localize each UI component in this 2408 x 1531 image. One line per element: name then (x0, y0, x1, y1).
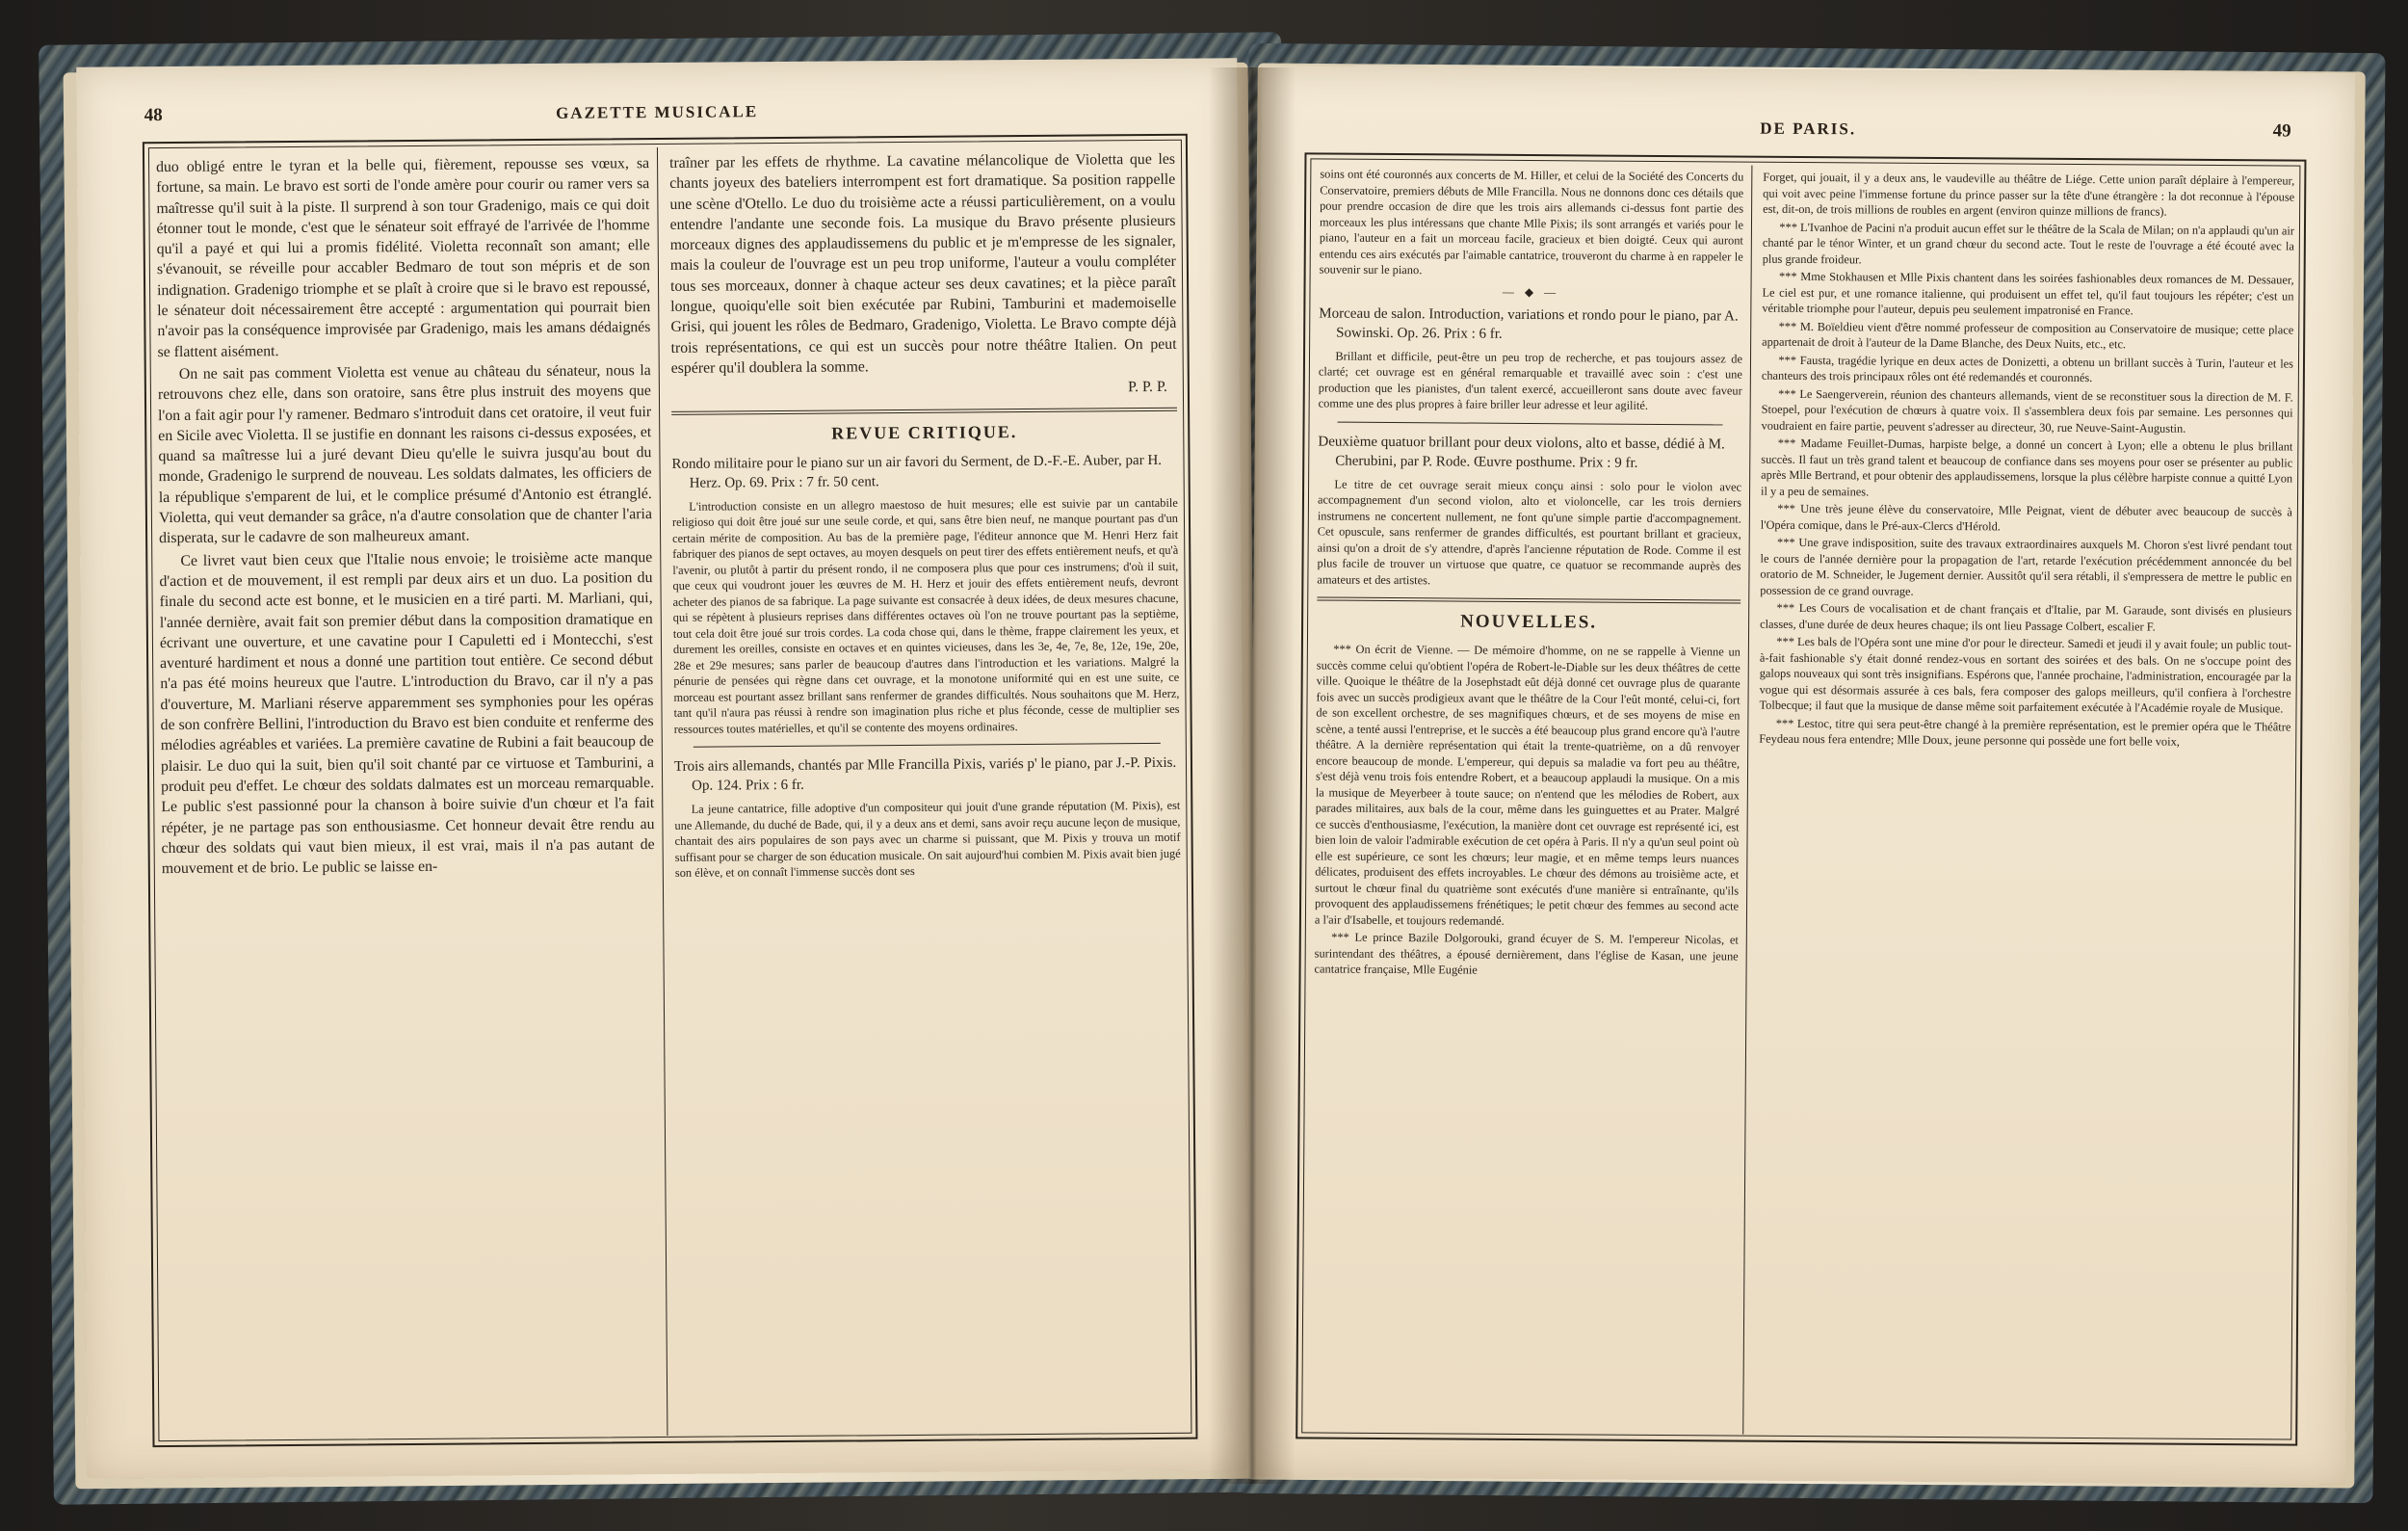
text-frame (143, 134, 1198, 1447)
news-item: *** L'Ivanhoe de Pacini n'a produit aucun effet sur le théâtre de la Scala de Milan; on n'a applaudi qu'un air chanté par le ténor Winter, et un grand chœur du second acte. Tout le reste de l'ouvrage a été écouté avec la plus grande froideur. (1762, 220, 2295, 266)
column-1 (156, 153, 659, 1434)
paragraph: Ce livret vaut bien ceux que l'Italie nous envoie; le troisième acte manque d'action et de mouvement, il est rempli par deux airs et un duo. La position du finale du second acte est bonne, et le musicien en a tiré parti. M. Marliani, qui, l'année dernière, avait fait son premier début dans la composition dramatique en écrivant une ouverture, et une cavatine pour I Capuletti ed i Montecchi, s'est aventuré hardiment et nous a donné une partition tout entière. Ce second début n'a pas été moins heureux que l'autre. L'introduction du Bravo, car il n'y a pas d'ouverture, M. Marliani réserve apparemment ses symphonies pour les opéras de son confrère Bellini, l'introduction du Bravo est bien conduite et renferme des mélodies agréables et variées. La première cavatine de Rubini a fait beaucoup de plaisir. Le duo qui la suit, bien qu'il soit chanté par ce virtuose et Tamburini, a produit peu d'effet. Le chœur des soldats dalmates est un morceau remarquable. Le public s'est passionné pour la chanson à boire suivie d'un chœur et l'a fait répéter, je ne partage pas son enthousiasme. Cet honneur devait être rendu au chœur des soldats qui vaut bien mieux, il est vrai, mais il n'a pas autant de mouvement et de brio. Le public se laisse en- (159, 548, 655, 878)
running-head: GAZETTE MUSICALE (556, 102, 759, 122)
news-item: *** Fausta, tragédie lyrique en deux actes de Donizetti, a obtenu un brillant succès à Turin, l'auteur et les chanteurs des trois principaux rôles ont été redemandés et couronnés. (1761, 353, 2294, 385)
news-item: *** Mme Stokhausen et Mlle Pixis chantent dans les soirées fashionables deux romances de M. Dessauer, Le ciel est pur, et une romance italienne, qui produisent un effet tel, qu'il faut toujours les répéter; c'est un véritable triomphe pour l'auteur, depuis peu seulement impatronisé en France. (1762, 269, 2294, 318)
paragraph: traîner par les effets de rhythme. La cavatine mélancolique de Violetta que les chants joyeux des bateliers interrompent est fort dramatique. Sa position rappelle une scène d'Otello. Le duo du troisième acte a réussi particulièrement, on a voulu entendre l'andante une seconde fois. La musique du Bravo présente plusieurs morceaux dignes des applaudissemens du public et je m'empresse de les signaler, mais la couleur de l'ouvrage est un peu trop uniforme, l'auteur a voulu compléter tous ses morceaux, donner à chaque acteur ses deux cavatines; et la pièce paraît longue, quoiqu'elle soit bien exécutée par Rubini, Tamburini et mademoiselle Grisi, qui jouent les rôles de Bedmaro, Gradenigo, Violetta. Le Bravo compte déjà trois représentations, ce qui est un succès pour notre théâtre Italien. On peut espérer qu'il doublera la somme. (669, 150, 1177, 377)
signature: P. P. P. (1127, 379, 1167, 396)
paragraph: Brillant et difficile, peut-être un peu trop de recherche, et pas toujours assez de clarté; cet ouvrage est en général remarquable et travaillé avec soin : c'est une production que les pianistes, d'un talent exercé, accueilleront sans doute avec faveur comme une des plus propres à faire briller leur adresse et leur agilité. (1318, 349, 1743, 412)
news-item: *** Une très jeune élève du conservatoire, Mlle Peignat, vient de débuter avec beaucoup de succès à l'Opéra comique, dans le Pré-aux-Clercs d'Hérold. (1760, 501, 2292, 533)
column-2 (669, 149, 1185, 1430)
news-item: *** Le prince Bazile Dolgorouki, grand écuyer de S. M. l'empereur Nicolas, et surintendant des théâtres, a épousé dernièrement, dans l'église de Kasan, une jeune cantatrice française, Mlle Eugénie (1314, 930, 1739, 977)
entry-heading: Deuxième quatuor brillant pour deux violons, alto et basse, dédié à M. Cherubini, par P. Rode. Œuvre posthume. Prix : 9 fr. (1318, 433, 1725, 471)
book-gutter-shadow (1209, 67, 1296, 1484)
paragraph: duo obligé entre le tyran et la belle qui, fièrement, repousse ses vœux, sa fortune, sa main. Le bravo est sorti de l'onde amère pour courir ou ramer vers sa maîtresse qu'il suit à la piste. Il surprend à son tour Gradenigo, mais ce qui doit étonner tout le monde, c'est que le sénateur soit effrayé de l'arrivée de l'homme qu'il a payé et qui lui a promis fidélité. Violetta reconnaît son amant; elle s'évanouit, se réveille pour accabler Bedmaro de tout son mépris et de son indignation. Gradenigo triomphe et se plaît à croire que si le bravo est repoussé, le sénateur doit nécessairement être accepté : argumentation qui pourrait bien n'avoir pas la conséquence improvisée par Gradenigo, mais les amans dédaignés se flattent aisément. (156, 155, 651, 360)
news-item: *** Les Cours de vocalisation et de chant français et d'Italie, par M. Garaude, sont divisés en plusieurs classes, d'une durée de deux heures chaque; ils ont lieu Passage Colbert, escalier F. (1760, 600, 2292, 634)
running-head: DE PARIS. (1760, 119, 1857, 139)
entry-body (674, 798, 1181, 882)
news-item: *** On écrit de Vienne. — De mémoire d'homme, on ne se rappelle à Vienne un succès comme celui qu'obtient l'opéra de Robert-le-Diable sur les deux théâtres de cette ville. Quoique le théâtre de la Josephstadt eût déjà donné cet ouvrage plus de quarante fois avec un succès prodigieux avant que le théâtre de la Cour l'eût monté, celui-ci, fort de son excellent orchestre, de ses magnifiques chœurs, et de ses moyens de mise en scène, a tenté aussi l'entreprise, et le succès a été beaucoup plus grand encore qu'à l'autre théâtre. A la dernière représentation qui était la trente-quatrième, on a dû renvoyer encore beaucoup de monde. L'empereur, qui depuis sa maladie va fort peu au théâtre, s'est déjà venu trois fois entendre Robert, et a beaucoup applaudi la musique. On a mis la musique de Meyerbeer à toute sauce; on n'entend que les mélodies de Robert, aux parades militaires, aux bals de la cour, même dans les guinguettes et au Prater. Malgré ce succès d'enthousiasme, l'exécution, la manière dont cet ouvrage est représenté ici, est bien loin de valoir l'admirable exécution de cet opéra à Paris. Il n'y a qu'un seul point où elle est supérieure, ce sont les chœurs; leur magie, et en même temps leurs nuances délicates, produisent des effets incroyables. Le chœur des démons au troisième acte, et surtout le chœur final du quatrième sont exécutés d'une manière si entraînante, qu'ils provoquent des applaudissemens frénétiques; le petit chœur des femmes au second acte a l'air d'Isabelle, et toujours redemandé. (1314, 642, 1741, 928)
news-item: Forget, qui jouait, il y a deux ans, le vaudeville au théâtre de Liége. Cette union paraît déplaire à l'empereur, qui voit avec peine l'immense fortune du prince passer sur la tête d'une étrangère : la dot reconnue à l'épouse est, dit-on, de trois millions de roubles en argent (environ quinze millions de francs). (1763, 170, 2295, 219)
section-title: NOUVELLES. (1460, 611, 1598, 633)
ornament-rule: — ◆ — (1502, 284, 1560, 299)
text-frame (1296, 152, 2306, 1445)
news-item: *** Lestoc, titre qui sera peut-être changé à la première représentation, est le premier opéra que le Théâtre Feydeau nous fera entendre; Mlle Doux, jeune personne qui possède une fort belle voix, (1759, 716, 2291, 749)
column-rule (657, 147, 668, 1436)
paragraph: soins ont été couronnés aux concerts de M. Hiller, et celui de la Société des Concerts du Conservatoire, premiers débuts de Mlle Francilla. Nous ne donnons donc ces détails que pour prendre occasion de dire que les trois airs allemands ci-dessus font partie des morceaux les plus intéressans que chante Mlle Pixis; ils sont arrangés et variés pour le piano, l'auteur en a fait un morceau facile, gracieux et bien doigté. Ceux qui auront entendu ces airs exécutés par l'aimable cantatrice, trouveront du charme à en rappeler le souvenir sur le piano. (1319, 167, 1744, 277)
column-1 (1311, 166, 1743, 1431)
paragraph: La jeune cantatrice, fille adoptive d'un compositeur qui jouit d'une grande réputation (M. Pixis), est une Allemande, du duché de Bade, qui, il y a deux ans et demi, sans avoir reçu aucune leçon de musique, chantait des airs populaires de son pays avec un charme si puissant, que M. Pixis y trouva un motif suffisant pour se charger de son éducation musicale. On sait aujourd'hui combien M. Pixis avait bien jugé son élève, et on connaît l'immense succès dont ses (674, 799, 1181, 881)
separator-rule (694, 743, 1161, 748)
page-number: 49 (2272, 120, 2291, 142)
news-item: *** M. Boïeldieu vient d'être nommé professeur de composition au Conservatoire de musique; cette place appartenait de droit à l'auteur de la Dame Blanche, des Deux Nuits, etc., etc. (1762, 319, 2294, 352)
separator-rule (1338, 421, 1723, 425)
column-rule (1742, 166, 1752, 1435)
entry-heading: Trois airs allemands, chantés par Mlle Francilla Pixis, variés p' le piano, par J.-P. Pixis. Op. 124. Prix : 6 fr. (673, 755, 1177, 795)
page-number: 48 (144, 105, 163, 126)
entry-heading: Rondo militaire pour le piano sur un air favori du Serment, de D.-F.-E. Auber, par H. Herz. Op. 69. Prix : 7 fr. 50 cent. (671, 452, 1163, 491)
separator-rule (1317, 596, 1741, 603)
entry-heading: Morceau de salon. Introduction, variations et rondo pour le piano, par A. Sowinski. Op. 26. Prix : 6 fr. (1319, 304, 1739, 342)
entry-body (672, 495, 1180, 738)
paragraph: L'introduction consiste en un allegro maestoso de huit mesures; elle est suivie par un cantabile religioso qui doit être joué sur une seule corde, et qui, sans être bien neuf, ne manque pourtant pas d'un certain mérite de composition. Au bas de la première page, l'éditeur annonce que M. Henri Herz fait fabriquer des pianos de sept octaves, au moyen desquels on peut tirer des effets entièrement neufs, et qu'à l'avenir, ou plutôt à partir du présent rondo, il ne composera plus que pour ces instrumens; d'où il suit, que ceux qui voudront jouer les œuvres de M. H. Herz et jouir des effets entièrement neufs, devront acheter des pianos de sa fabrique. La page suivante est consacrée à deux idées, de deux mesures chacune, qui se répètent à plusieurs reprises dans différentes octaves où l'on ne trouve pourtant pas la septième, tout cela doit être joué sur trois cordes. La coda chose qui, dans le thème, frappe clairement les yeux, et durement les oreilles, consiste en octaves et en quintes vicieuses, dans les 3e, 4e, 7e, 8e, 12e, 19e, 20e, 28e et 29e mesures; sans parler de beaucoup d'autres dans l'introduction et les variations. Malgré la pénurie de pensées qui règne dans cet ouvrage, et la monotone uniformité qui en est une suite, ce morceau est pourtant assez brillant sans renfermer de grandes difficultés. Nous souhaitons que M. Herz, tant qu'il n'aura pas réussi à rendre son imagination plus riche et plus féconde, cesse de multiplier ses ressources toutes matérielles, et qu'il se contente des moyens ordinaires. (671, 495, 1180, 736)
news-item: *** Madame Feuillet-Dumas, harpiste belge, a donné un concert à Lyon; elle a obtenu le plus brillant succès. Il faut un très grand talent et beaucoup de confiance dans ses moyens pour oser se présenter au public après Mlle Bertrand, et pour obtenir des applaudissemens, lorsque la plus célèbre harpiste connue a quitté Lyon il y a peu de semaines. (1761, 436, 2293, 498)
right-page (1252, 66, 2355, 1485)
paragraph: Le titre de cet ouvrage serait mieux conçu ainsi : solo pour le violon avec accompagnement d'un second violon, alto et violoncelle, car les trois derniers instrumens ne concertent nullement, ne font qu'une simple partie d'accompagnement. Cet opuscule, sans renfermer de grandes difficultés, est pourtant brillant et gracieux, ainsi qu'on a droit de s'y attendre, d'après l'ancienne réputation de Rode. Comme il est plus facile de trouver un virtuose que quatre, ce quatuor se recommande auprès des amateurs et des artistes. (1317, 477, 1742, 587)
column-2 (1754, 170, 2294, 1436)
news-item: *** Une grave indisposition, suite des travaux extraordinaires auxquels M. Choron s'est livré pendant tout le cours de l'année dernière pour la propagation de l'art, retarde l'exécution précédemment annoncée du bel oratorio de M. Schneider, le Jugement dernier. Aussitôt qu'il sera rétabli, il s'empressera de mettre le public en possession de ce grand ouvrage. (1760, 535, 2292, 598)
separator-rule (671, 407, 1177, 414)
left-page (76, 58, 1247, 1478)
news-item: *** Les bals de l'Opéra sont une mine d'or pour le directeur. Samedi et jeudi il y avait foule; un public tout-à-fait fashionable s'y était donné rendez-vous en sortant des soirées et des bals. On ne s'occupe point des galops nouveaux qui sont très insignifians. Espérons que, l'année prochaine, l'administration, encouragée par la vogue qui est désormais assurée à ces bals, fera composer des galops meilleurs, qu'il confiera à l'orchestre Tolbecque; il faut que la musique de danse même soit parfaitement exécutée à l'Académie royale de Musique. (1759, 634, 2292, 716)
section-title: REVUE CRITIQUE. (831, 421, 1018, 443)
news-item: *** Le Saengerverein, réunion des chanteurs allemands, vient de se reconstituer sous la direction de M. F. Stoepel, pour l'exécution de chœurs à quatre voix. Il s'assemblera deux fois par semaine. Les personnes qui voudraient en faire partie, peuvent s'adresser au directeur, 30, rue Neuve-Saint-Augustin. (1761, 386, 2293, 436)
paragraph: On ne sait pas comment Violetta est venue au château du sénateur, nous la retrouvons chez elle, dans son oratoire, sans être plus instruit des moyens que l'on a fait agir pour l'y ramener. Bedmaro s'introduit dans cet oratoire, il veut fuir en Sicile avec Violetta. Il se justifie en donnant les raisons ci-dessus exposées, et quand sa maîtresse lui a juré devant Dieu qu'elle le suivra jusqu'au bout du monde, Gradenigo le surprend de nouveau. Les soldats dalmates, les officiers de la république s'emparent de lui, et le complice présumé d'Antonio est étranglé. Violetta, qui veut demander sa grâce, n'a d'autre consolation que de chanter l'aria disperata, sur le cadavre de son malheureux amant. (157, 362, 652, 547)
